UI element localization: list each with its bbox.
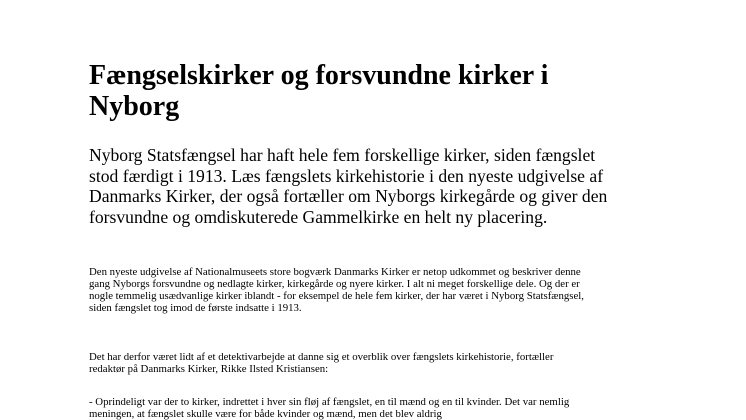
body-paragraph-1: Den nyeste udgivelse af Nationalmuseets store bogværk Danmarks Kirker er netop udkommet og beskriver denne gang Nyborgs forsvundne og nedlagte kirker, kirkegårde og nyere kirker. I alt ni meget forskellige dele. Og der er nogle temmelig usædvanlige kirker iblandt - for eksempel de hele fem kirker, der har været i Nyborg Statsfængsel, siden fængslet tog imod de første indsatte i 1913. bbox=[89, 266, 584, 315]
article-lead: Nyborg Statsfængsel har haft hele fem forskellige kirker, siden fængslet stod færdigt i 1913. Læs fængslets kirkehistorie i den nyeste udgivelse af Danmarks Kirker, der også fortæller om Nyborgs kirkegårde og giver den forsvundne og omdiskuterede Gammelkirke en helt ny placering. bbox=[89, 145, 608, 227]
body-paragraph-2: Det har derfor været lidt af et detektivarbejde at danne sig et overblik over fængslets kirkehistorie, fortæller redaktør på Danmarks Kirker, Rikke Ilsted Kristiansen: bbox=[89, 351, 554, 376]
body-paragraph-3: - Oprindeligt var der to kirker, indrettet i hver sin fløj af fængslet, en til mænd og en til kvinder. Det var nemlig meningen, at fængslet skulle være for både kvinder og mænd, men det blev aldrig bbox=[89, 396, 570, 420]
article-title: Fængselskirker og forsvundne kirker i Nyborg bbox=[89, 60, 549, 122]
